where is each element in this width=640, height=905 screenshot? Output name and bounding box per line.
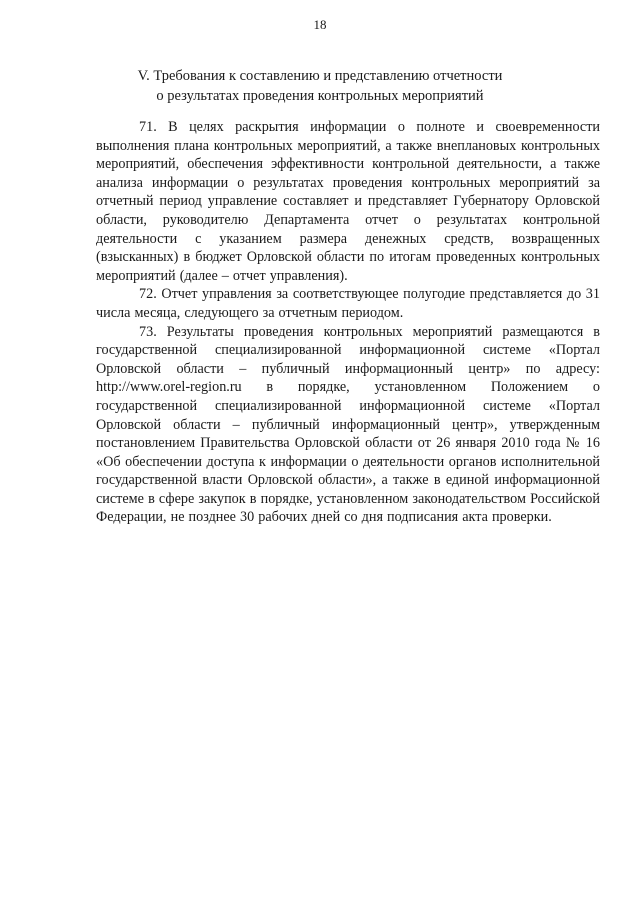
paragraph-72: 72. Отчет управления за соответствующее полугодие представляется до 31 числа месяца, следующего за отчетным периодом. xyxy=(96,286,600,321)
section-title xyxy=(90,66,550,106)
document-body xyxy=(96,118,600,527)
section-title-line-1: V. Требования к составлению и представлению отчетности xyxy=(137,68,503,84)
paragraph-71: 71. В целях раскрытия информации о полноте и своевременности выполнения плана контрольных мероприятий, а также внеплановых контрольных мероприятий, обеспечения эффективности контрольной деятельности, а также анализа информации о результатах проведения контрольных мероприятий за отчетный период управление составляет и представляет Губернатору Орловской области, руководителю Департамента отчет о результатах контрольной деятельности с указанием размера денежных средств, возвращенных (взысканных) в бюджет Орловской области по итогам проведенных контрольных мероприятий (далее – отчет управления). xyxy=(96,119,600,284)
paragraph-73: 73. Результаты проведения контрольных мероприятий размещаются в государственной специализированной информационной системе «Портал Орловской области – публичный информационный центр» по адресу: http://www.orel-region.ru в порядке, установленном Положением о государственной специализированной информационной системе «Портал Орловской области – публичный информационный центр», утвержденным постановлением Правительства Орловской области от 26 января 2010 года № 16 «Об обеспечении доступа к информации о деятельности органов исполнительной государственной власти Орловской области», а также в единой информационной системе в сфере закупок в порядке, установленном законодательством Российской Федерации, не позднее 30 рабочих дней со дня подписания акта проверки. xyxy=(96,323,600,526)
page-number: 18 xyxy=(313,17,327,32)
section-title-line-2: о результатах проведения контрольных мероприятий xyxy=(156,88,484,104)
